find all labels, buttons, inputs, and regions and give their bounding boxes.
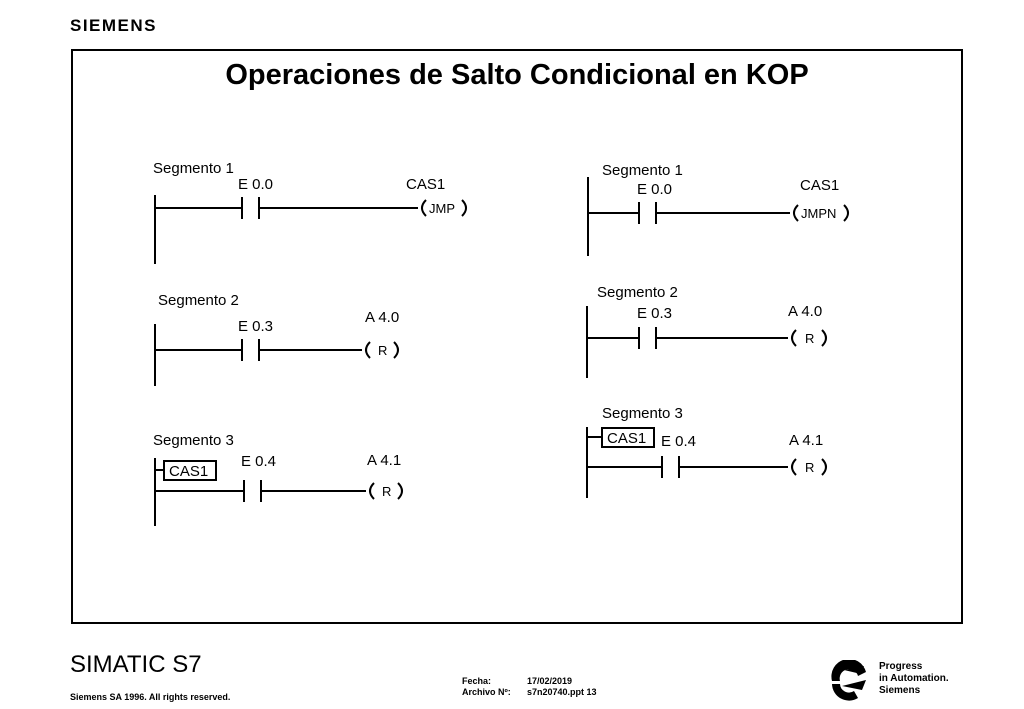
product-name: SIMATIC S7 [70, 651, 202, 678]
left-seg1-name: Segmento 1 [153, 160, 234, 177]
right-seg3-coil-label: A 4.1 [789, 432, 824, 449]
left-seg3-contact: E 0.4 [241, 453, 277, 470]
right-seg2-name: Segmento 2 [597, 284, 678, 301]
tagline-line-2: in Automation. [879, 673, 949, 684]
left-seg3-coil-label: A 4.1 [367, 452, 402, 469]
slide-title: Operaciones de Salto Condicional en KOP [225, 59, 809, 91]
copyright: Siemens SA 1996. All rights reserved. [70, 692, 231, 702]
left-seg1-coil-op: JMP [429, 201, 455, 216]
archivo-value: s7n20740.ppt 13 [527, 687, 597, 697]
tagline [879, 661, 949, 697]
left-seg1-coil-label: CAS1 [406, 176, 446, 193]
right-seg1-name: Segmento 1 [602, 162, 683, 179]
right-seg3-name: Segmento 3 [602, 405, 683, 422]
fecha-value: 17/02/2019 [527, 676, 573, 686]
left-seg3-jump-label: CAS1 [169, 463, 209, 480]
left-seg1-contact: E 0.0 [238, 176, 274, 193]
archivo-label: Archivo Nº: [462, 687, 511, 697]
right-seg1-coil-op: JMPN [801, 206, 837, 221]
right-seg2-coil-label: A 4.0 [788, 303, 823, 320]
left-seg3-name: Segmento 3 [153, 432, 234, 449]
left-seg2-coil-label: A 4.0 [365, 309, 400, 326]
fecha-label: Fecha: [462, 676, 492, 686]
right-seg3-jump-label: CAS1 [607, 430, 647, 447]
left-seg2-coil-op: R [378, 343, 388, 358]
left-seg2-name: Segmento 2 [158, 292, 239, 309]
right-seg2-coil-op: R [805, 331, 815, 346]
right-seg2-contact: E 0.3 [637, 305, 673, 322]
right-seg1-coil-label: CAS1 [800, 177, 840, 194]
right-seg3-coil-op: R [805, 460, 815, 475]
right-seg1-contact: E 0.0 [637, 181, 673, 198]
tagline-line-1: Progress [879, 661, 923, 672]
right-seg3-contact: E 0.4 [661, 433, 697, 450]
siemens-logo-text: SIEMENS [70, 16, 158, 35]
archivo-row [462, 687, 597, 697]
fecha-row [462, 676, 573, 686]
left-seg3-coil-op: R [382, 484, 392, 499]
siemens-swirl-logo-icon [828, 660, 870, 702]
left-seg2-contact: E 0.3 [238, 318, 274, 335]
tagline-line-3: Siemens [879, 685, 921, 696]
